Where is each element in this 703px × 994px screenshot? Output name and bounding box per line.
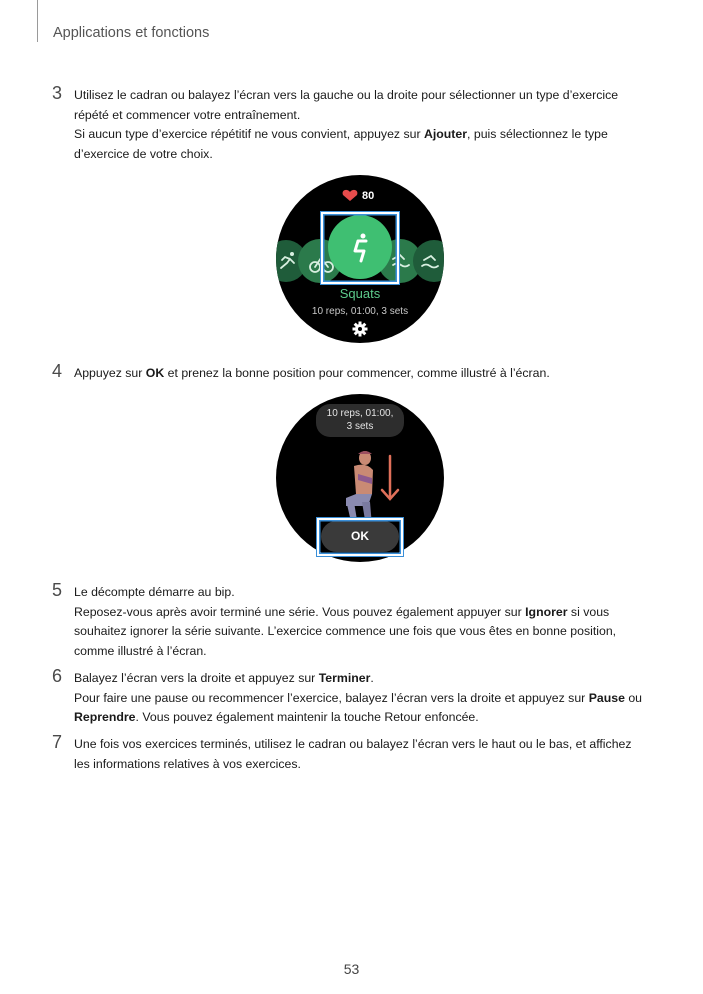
step-number: 6 (52, 666, 63, 686)
step-paragraph: Pour faire une pause ou recommencer l’exercice, balayez l’écran vers la droite et appuyez sur Pause ou Reprendre. Vous pouvez également maintenir la touche Retour enfoncée. (74, 690, 643, 724)
exercise-name[interactable]: Squats (339, 286, 381, 301)
step-text (74, 364, 649, 384)
section-title: Applications et fonctions (53, 25, 210, 41)
selection-highlight (320, 211, 400, 285)
settings-gear-icon (353, 322, 368, 337)
step-number: 4 (52, 361, 63, 381)
step-paragraph: Appuyez sur OK et prenez la bonne position pour commencer, comme illustré à l’écran. (74, 366, 550, 380)
step-paragraph: Une fois vos exercices terminés, utilisez le cadran ou balayez l’écran vers le haut ou le bas, et affichez les informations relatives à vos exercices. (74, 737, 632, 771)
step-paragraph: Si aucun type d’exercice répétitif ne vous convient, appuyez sur Ajouter, puis sélectionnez le type d’exercice de votre choix. (74, 127, 608, 161)
person-squat-figure (346, 451, 373, 526)
step-number: 7 (52, 732, 63, 752)
step-paragraph: Utilisez le cadran ou balayez l’écran vers la gauche ou la droite pour sélectionner un type d’exercice répété et commencer votre entraînement. (74, 88, 619, 122)
arrow-down-icon (382, 456, 398, 499)
exercise-plan-text: 10 reps, 01:00, 3 sets (326, 408, 394, 432)
step-paragraph: Le décompte démarre au bip. (74, 585, 235, 599)
step-number: 5 (52, 580, 63, 600)
step-paragraph: Balayez l’écran vers la droite et appuyez sur Terminer. (74, 671, 374, 685)
heart-rate-value: 80 (362, 190, 375, 202)
step-text (74, 86, 649, 164)
step-text (74, 669, 649, 728)
step-text (74, 583, 649, 661)
heart-icon (343, 190, 358, 201)
step-text (74, 735, 649, 774)
ok-button-highlight (316, 517, 404, 557)
carousel-bubble (413, 240, 444, 282)
page-number: 53 (343, 961, 360, 977)
step-paragraph: Reposez-vous après avoir terminé une série. Vous pouvez également appuyer sur Ignorer si vous souhaitez ignorer la série suivante. L’exercice commence une fois que vous êtes en bonne position, comme illustré à l’écran. (74, 604, 617, 658)
exercise-details: 10 reps, 01:00, 3 sets (311, 306, 409, 317)
ok-button[interactable]: OK (321, 521, 399, 552)
margin-rule (37, 0, 38, 42)
step-number: 3 (52, 83, 63, 103)
